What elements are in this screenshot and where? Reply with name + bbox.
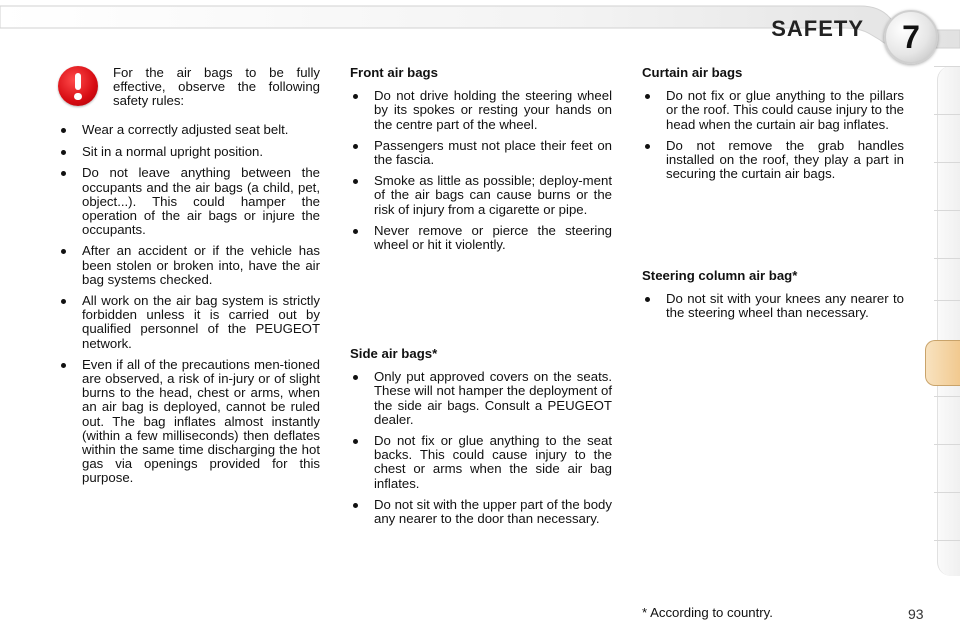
- steering-column-airbag-section: [642, 269, 904, 328]
- front-airbags-section: [350, 66, 612, 259]
- footnote: * According to country.: [642, 605, 773, 620]
- list-item: Do not fix or glue anything to the pillars or the roof. This could cause injury to the head when the curtain air bag inflates.: [642, 89, 904, 132]
- list-item: Do not leave anything between the occupants and the air bags (a child, pet, object...). This could hamper the operation of the air bags or injure the occupants.: [58, 166, 320, 237]
- chapter-tab[interactable]: [934, 162, 960, 205]
- list-item: Smoke as little as possible; deploy-ment of the air bags can cause burns or the risk of injury from a cigarette or pipe.: [350, 174, 612, 217]
- section-title: SAFETY: [771, 16, 864, 41]
- intro-text: For the air bags to be fully effective, observe the following safety rules:: [113, 65, 320, 109]
- chapter-tab[interactable]: [934, 300, 960, 343]
- chapter-tab[interactable]: [934, 492, 960, 535]
- side-airbags-section: [350, 347, 612, 533]
- chapter-tab[interactable]: [934, 540, 960, 583]
- list-item: Do not fix or glue anything to the seat backs. This could cause injury to the chest or arms when the side air bag inflates.: [350, 434, 612, 491]
- chapter-tab-active[interactable]: [925, 340, 960, 386]
- list-item: Do not sit with the upper part of the body any nearer to the door than necessary.: [350, 498, 612, 526]
- page-header: [0, 0, 960, 58]
- list-item: Wear a correctly adjusted seat belt.: [58, 123, 320, 137]
- side-airbags-list: [350, 370, 612, 526]
- chapter-tab[interactable]: [934, 396, 960, 439]
- page-number: 93: [908, 606, 924, 622]
- front-airbags-list: [350, 89, 612, 252]
- chapter-tab[interactable]: [934, 114, 960, 157]
- chapter-tab[interactable]: [934, 66, 960, 109]
- chapter-number-badge: 7: [884, 10, 938, 64]
- list-item: All work on the air bag system is strictly forbidden unless it is carried out by qualified personnel of the PEUGEOT network.: [58, 294, 320, 351]
- chapter-tab[interactable]: [934, 444, 960, 487]
- section-heading: Side air bags*: [350, 346, 438, 361]
- curtain-airbags-list: [642, 89, 904, 181]
- safety-rules-list: [58, 123, 320, 493]
- section-heading: Curtain air bags: [642, 65, 743, 80]
- list-item: Do not sit with your knees any nearer to the steering wheel than necessary.: [642, 292, 904, 320]
- section-heading: Steering column air bag*: [642, 268, 798, 283]
- chapter-tabs: [924, 66, 960, 576]
- list-item: Sit in a normal upright position.: [58, 145, 320, 159]
- curtain-airbags-section: [642, 66, 904, 188]
- list-item: After an accident or if the vehicle has been stolen or broken into, have the air bag systems checked.: [58, 244, 320, 287]
- chapter-tab[interactable]: [934, 210, 960, 253]
- section-heading: Front air bags: [350, 65, 438, 80]
- list-item: Even if all of the precautions men-tioned are observed, a risk of in-jury or of slight burns to the head, chest or arms, when an air bag is deployed, cannot be ruled out. The bag inflates almost instantly (within a few milliseconds) then deflates within the same time discharging the hot gas via openings provided for this purpose.: [58, 358, 320, 486]
- chapter-tab[interactable]: [934, 258, 960, 301]
- list-item: Do not drive holding the steering wheel by its spokes or resting your hands on the centre part of the wheel.: [350, 89, 612, 132]
- warning-exclamation-icon: [58, 66, 98, 106]
- steering-column-airbag-list: [642, 292, 904, 320]
- list-item: Do not remove the grab handles installed on the roof, they play a part in securing the curtain air bags.: [642, 139, 904, 182]
- list-item: Only put approved covers on the seats. These will not hamper the deployment of the side air bags. Consult a PEUGEOT dealer.: [350, 370, 612, 427]
- list-item: Never remove or pierce the steering wheel or hit it violently.: [350, 224, 612, 252]
- list-item: Passengers must not place their feet on the fascia.: [350, 139, 612, 167]
